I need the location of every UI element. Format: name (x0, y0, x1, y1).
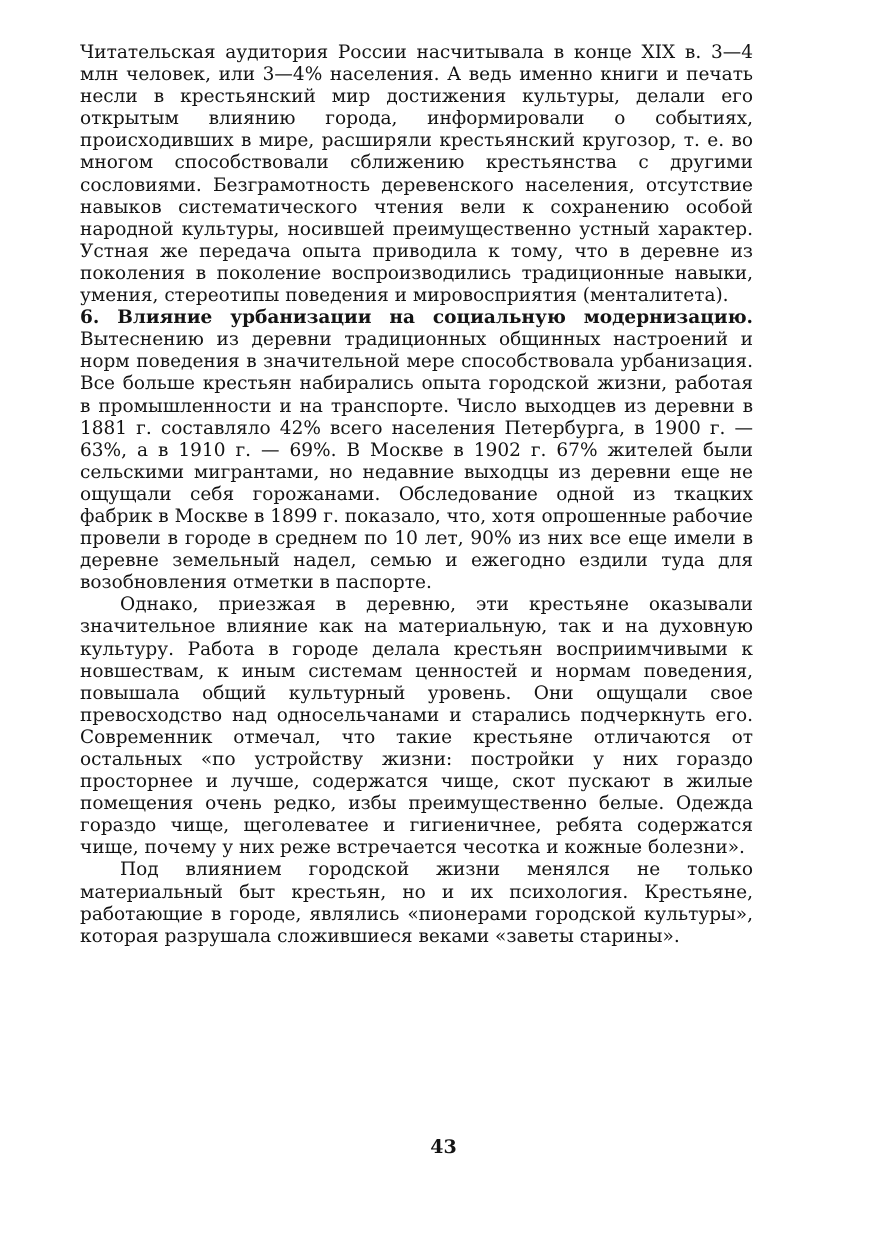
paragraph-urbanization (80, 307, 753, 594)
paragraph-village-influence (80, 594, 753, 859)
paragraph-reading-audience (80, 42, 753, 307)
paragraph-text: Под влиянием городской жизни менялся не только материальный быт крестьян, но и их психология. Крестьяне, работающие в городе, являлись «пионерами городской культуры», которая разрушала сложившиеся веками «заветы старины». (80, 859, 753, 947)
page-number: 43 (430, 1136, 457, 1158)
paragraph-psychology (80, 859, 753, 947)
paragraph-text: Однако, приезжая в деревню, эти крестьяне оказывали значительное влияние как на материальную, так и на духовную культуру. Работа в городе делала крестьян восприимчивыми к новшествам, к иным системам ценностей и нормам поведения, повышала общий культурный уровень. Они ощущали свое превосходство над односельчанами и старались подчеркнуть его. Современник отмечал, что такие крестьяне отличаются от остальных «по устройству жизни: постройки у них гораздо просторнее и лучше, содержатся чище, скот пускают в жилые помещения очень редко, избы преимущественно белые. Одежда гораздо чище, щеголеватее и гигиеничнее, ребята содержатся чище, почему у них реже встречается чесотка и кожные болезни». (80, 594, 753, 859)
page-body (80, 42, 753, 948)
paragraph-text: Читательская аудитория России насчитывала в конце XIX в. 3—4 млн человек, или 3—4% населения. А ведь именно книги и печать несли в крестьянский мир достижения культуры, делали его открытым влиянию города, информировали о событиях, происходивших в мире, расширяли крестьянский кругозор, т. е. во многом способствовали сближению крестьянства с другими сословиями. Безграмотность деревенского населения, отсутствие навыков систематического чтения вели к сохранению особой народной культуры, носившей преимущественно устный характер. Устная же передача опыта приводила к тому, что в деревне из поколения в поколение воспроизводились традиционные навыки, умения, стереотипы поведения и мировосприятия (менталитета). (80, 42, 753, 307)
paragraph-text: Вытеснению из деревни традиционных общинных настроений и норм поведения в значительной мере способствовала урбанизация. Все больше крестьян набирались опыта городской жизни, работая в промышленности и на транспорте. Число выходцев из деревни в 1881 г. составляло 42% всего населения Петербурга, в 1900 г. — 63%, а в 1910 г. — 69%. В Москве в 1902 г. 67% жителей были сельскими мигрантами, но недавние выходцы из деревни еще не ощущали себя горожанами. Обследование одной из ткацких фабрик в Москве в 1899 г. показало, что, хотя опрошенные рабочие провели в городе в среднем по 10 лет, 90% из них все еще имели в деревне земельный надел, семью и ежегодно ездили туда для возобновления отметки в паспорте. (80, 329, 753, 594)
section-heading: 6. Влияние урбанизации на социальную модернизацию. (80, 307, 753, 329)
